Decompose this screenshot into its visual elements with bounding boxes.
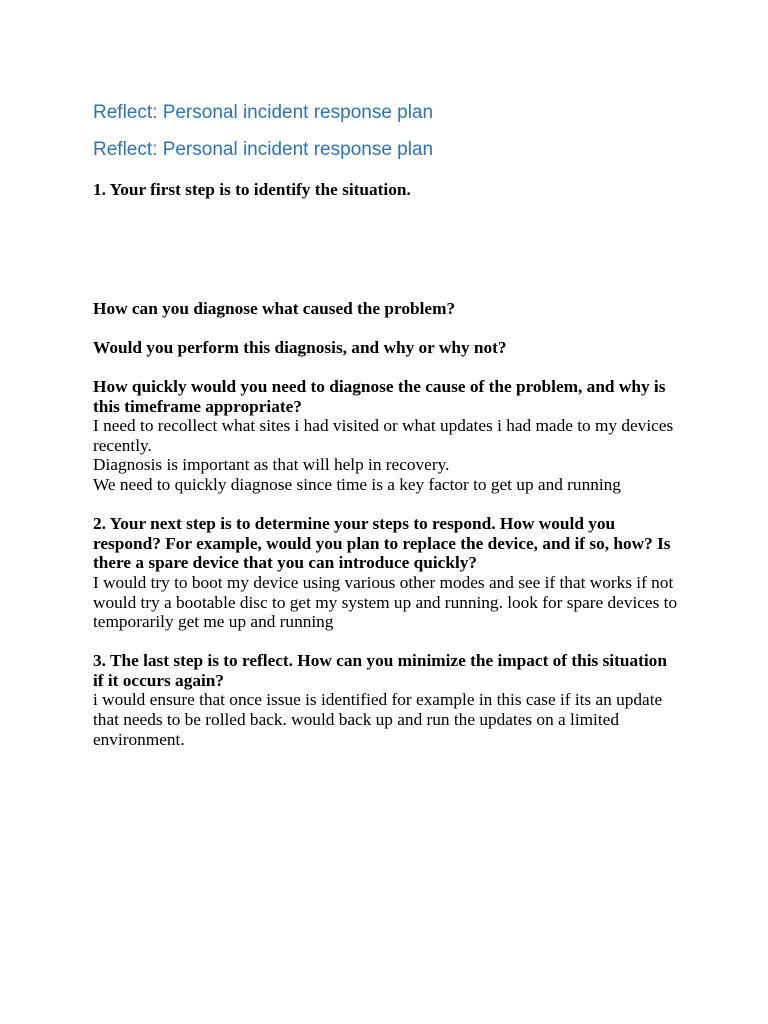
answer1-line2: Diagnosis is important as that will help in recovery. xyxy=(93,455,450,475)
question-diagnose-how: How can you diagnose what caused the problem? xyxy=(93,298,456,318)
document-heading-repeat: Reflect: Personal incident response plan xyxy=(93,139,434,160)
step1-prompt: 1. Your first step is to identify the situation. xyxy=(93,180,411,199)
step3-answer: i would ensure that once issue is identified for example in this case if its an update that needs to be rolled back. would back up and run the updates on a limited environment. xyxy=(93,690,663,749)
answer1-line3: We need to quickly diagnose since time is a key factor to get up and running xyxy=(93,474,621,494)
question-diagnose-would: Would you perform this diagnosis, and why or why not? xyxy=(93,337,507,357)
answer1-line1: I need to recollect what sites i had visited or what updates i had made to my devices recently. xyxy=(93,416,674,455)
step3-prompt: 3. The last step is to reflect. How can you minimize the impact of this situation if it occurs again? xyxy=(93,651,667,690)
document-heading: Reflect: Personal incident response plan xyxy=(93,102,434,123)
step2-prompt: 2. Your next step is to determine your steps to respond. How would you respond? For example, would you plan to replace the device, and if so, how? Is there a spare device that you can introduce quickly? xyxy=(93,514,671,573)
question-diagnose-quick: How quickly would you need to diagnose the cause of the problem, and why is this timeframe appropriate? xyxy=(93,376,666,416)
step2-answer: I would try to boot my device using various other modes and see if that works if not would try a bootable disc to get my system up and running. look for spare devices to temporarily get me up and running xyxy=(93,572,678,632)
